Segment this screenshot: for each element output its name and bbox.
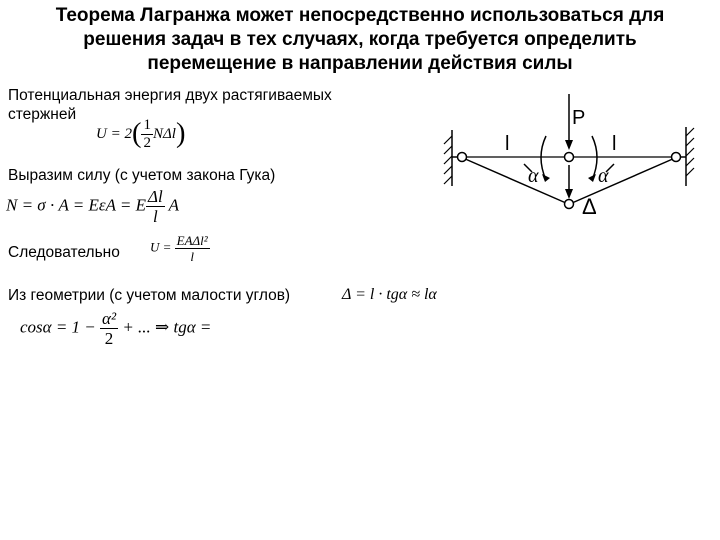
potential-energy-text-line-2: стержней [8, 106, 77, 123]
hooke-law-text: Выразим силу (с учетом закона Гука) [8, 167, 276, 184]
formula-u2-lhs: U = [150, 239, 172, 255]
title-line-3: перемещение в направлении действия силы [147, 53, 573, 74]
formula-n-denominator: l [153, 207, 158, 226]
left-pin [458, 153, 467, 162]
paren-close: ) [175, 118, 186, 150]
left-rod [463, 158, 566, 203]
potential-energy-text-line-1: Потенциальная энергия двух растягиваемых [8, 87, 332, 104]
formula-u2-numerator: EAΔl² [176, 233, 208, 248]
left-angle-arc [541, 136, 546, 180]
formula-n-numerator: Δl [148, 187, 163, 206]
right-rod-label: l [612, 133, 617, 155]
right-wall-hatching [686, 128, 694, 176]
formula-n-lhs: N = σ · A = EεA = E [6, 195, 147, 215]
right-angle-arrow-head [588, 174, 596, 182]
therefore-text: Следовательно [8, 244, 120, 261]
title-line-1: Теорема Лагранжа может непосредственно использоваться для [55, 5, 665, 26]
formula-cos-lhs: cosα = 1 − [20, 317, 96, 337]
right-angle-arc [592, 136, 597, 180]
formula-u1-denominator: 2 [143, 135, 151, 151]
center-pin-displaced [565, 200, 574, 209]
left-angle-arrow-head [542, 174, 550, 182]
formula-u1-rhs: NΔl [152, 125, 176, 142]
formula-displacement: Δ = l · tgα ≈ lα [342, 286, 437, 303]
right-angle-label: α [598, 165, 609, 187]
formula-n-rhs: A [168, 195, 180, 215]
displacement-arrow-head [565, 189, 573, 199]
paren-open: ( [131, 118, 142, 150]
formula-cos-numerator: α² [102, 309, 117, 328]
title-line-2: решения задач в тех случаях, когда требуется определить [83, 29, 637, 50]
geometry-text: Из геометрии (с учетом малости углов) [8, 287, 291, 304]
formula-u1-numerator: 1 [143, 117, 151, 133]
formula-cos-denominator: 2 [104, 329, 114, 348]
left-wall-hatching [444, 136, 452, 184]
right-pin [672, 153, 681, 162]
formula-u2-denominator: l [190, 249, 194, 264]
displacement-label: Δ [582, 194, 597, 219]
left-angle-label: α [528, 165, 539, 187]
formula-u1-lhs: U = 2 [96, 125, 132, 142]
force-label: P [572, 107, 586, 129]
left-rod-label: l [505, 133, 510, 155]
force-arrow-head [565, 140, 573, 150]
center-pin-initial [565, 153, 574, 162]
formula-cos-rhs: + ... ⇒ tgα = [122, 317, 212, 337]
